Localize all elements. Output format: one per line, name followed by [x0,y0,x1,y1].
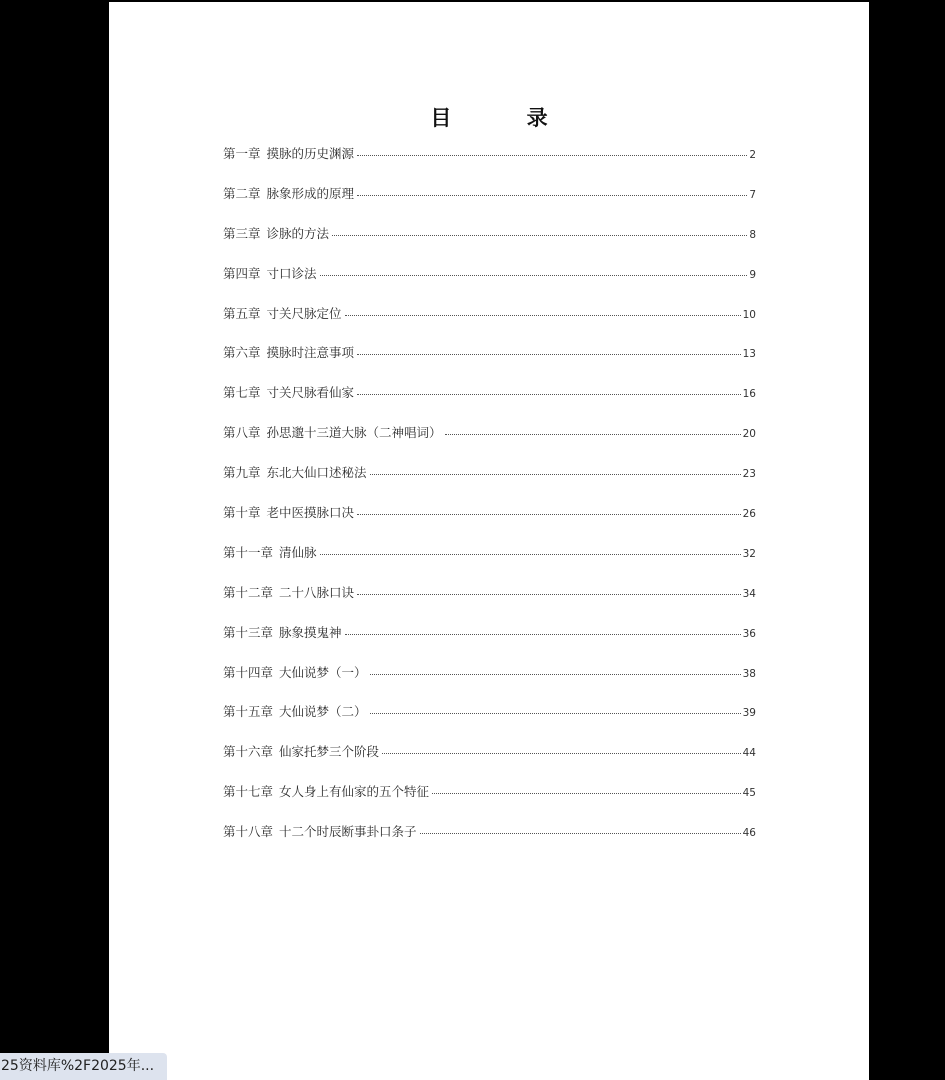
toc-entry[interactable] [223,383,756,423]
toc-dot-leader [357,514,741,515]
toc-dot-leader [320,275,748,276]
toc-chapter-heading: 东北大仙口述秘法 [266,465,367,481]
toc-entry[interactable] [223,503,756,543]
toc-chapter-number: 第十章 [223,505,261,521]
toc-dot-leader [345,315,741,316]
toc-entry[interactable] [223,782,756,822]
toc-chapter-heading: 老中医摸脉口决 [266,505,355,521]
toc-chapter-heading: 摸脉的历史渊源 [266,146,355,161]
toc-dot-leader [382,753,741,754]
toc-page-number: 32 [742,547,756,560]
toc-page-number: 20 [742,428,756,441]
toc-entry[interactable] [223,822,756,862]
toc-dot-leader [420,833,741,834]
toc-chapter-heading: 大仙说梦（一） [279,664,367,680]
toc-chapter-number: 第九章 [223,465,261,481]
toc-entry[interactable] [223,224,756,264]
toc-chapter-heading: 孙思邈十三道大脉（二神唱词） [266,425,442,441]
toc-dot-leader [345,634,741,635]
toc-chapter-heading: 寸关尺脉看仙家 [266,385,355,401]
toc-page-number: 46 [742,827,756,840]
toc-entry[interactable] [223,184,756,224]
toc-chapter-heading: 摸脉时注意事项 [266,345,355,361]
toc-entry[interactable] [223,304,756,344]
toc-dot-leader [432,793,741,794]
toc-dot-leader [332,235,747,236]
toc-chapter-heading: 寸关尺脉定位 [266,305,342,321]
toc-chapter-number: 第十六章 [223,744,274,760]
toc-dot-leader [370,713,741,714]
toc-page-number: 8 [749,228,756,241]
toc-page-number: 16 [742,388,756,401]
toc-chapter-heading: 二十八脉口诀 [279,584,355,600]
toc-page-number: 36 [742,627,756,640]
toc-page-number: 23 [742,468,756,481]
toc-dot-leader [357,394,741,395]
toc-entry[interactable] [223,144,756,184]
toc-chapter-number: 第七章 [223,385,261,401]
toc-dot-leader [370,474,741,475]
toc-chapter-heading: 大仙说梦（二） [279,704,367,720]
toc-dot-leader [370,674,741,675]
toc-dot-leader [320,554,741,555]
toc-entry[interactable] [223,343,756,383]
toc-page-number: 10 [742,308,756,321]
toc-page-number: 34 [742,587,756,600]
toc-entry[interactable] [223,423,756,463]
toc-entry[interactable] [223,264,756,304]
toc-page-number: 9 [749,268,756,281]
toc-chapter-heading: 清仙脉 [279,544,317,560]
toc-chapter-number: 第十四章 [223,664,274,680]
toc-page-number: 26 [742,508,756,521]
toc-dot-leader [445,434,741,435]
toc-chapter-heading: 十二个时辰断事卦口条子 [279,824,417,840]
toc-chapter-heading: 脉象摸鬼神 [279,624,342,640]
toc-chapter-number: 第四章 [223,265,261,281]
toc-chapter-number: 第一章 [223,146,261,161]
toc-entry[interactable] [223,623,756,663]
toc-chapter-heading: 仙家托梦三个阶段 [279,744,380,760]
toc-dot-leader [357,354,741,355]
toc-title: 目 录 [430,106,582,130]
toc-dot-leader [357,594,741,595]
toc-chapter-heading: 诊脉的方法 [266,225,330,241]
toc-chapter-number: 第五章 [223,305,261,321]
toc-chapter-number: 第十七章 [223,784,274,800]
toc-page-number: 45 [742,787,756,800]
toc-chapter-number: 第二章 [223,185,261,201]
toc-page-number: 13 [742,348,756,361]
toc-chapter-number: 第三章 [223,225,261,241]
toc-page-number: 39 [742,707,756,720]
toc-entry[interactable] [223,663,756,703]
toc-page-number: 44 [742,747,756,760]
toc-chapter-number: 第十二章 [223,584,274,600]
toc-chapter-heading: 女人身上有仙家的五个特征 [279,784,430,800]
toc-entry[interactable] [223,702,756,742]
toc-chapter-number: 第十一章 [223,544,274,560]
toc-dot-leader [357,155,747,156]
toc-chapter-heading: 寸口诊法 [266,265,317,281]
toc-chapter-number: 第十三章 [223,624,274,640]
toc-entry[interactable] [223,463,756,503]
filename-tab[interactable]: 25资料库%2F2025年... [0,1053,167,1080]
toc-chapter-number: 第八章 [223,425,261,441]
toc-chapter-number: 第十八章 [223,824,274,840]
toc-page-number: 38 [742,667,756,680]
toc-page-number: 2 [749,149,756,161]
toc-page-number: 7 [749,188,756,201]
toc-chapter-heading: 脉象形成的原理 [266,185,355,201]
toc-dot-leader [357,195,747,196]
toc-entry[interactable] [223,583,756,623]
toc-chapter-number: 第十五章 [223,704,274,720]
toc-entry[interactable] [223,543,756,583]
document-page [109,2,869,1080]
toc-entry[interactable] [223,742,756,782]
toc-list [223,144,756,862]
toc-chapter-number: 第六章 [223,345,261,361]
